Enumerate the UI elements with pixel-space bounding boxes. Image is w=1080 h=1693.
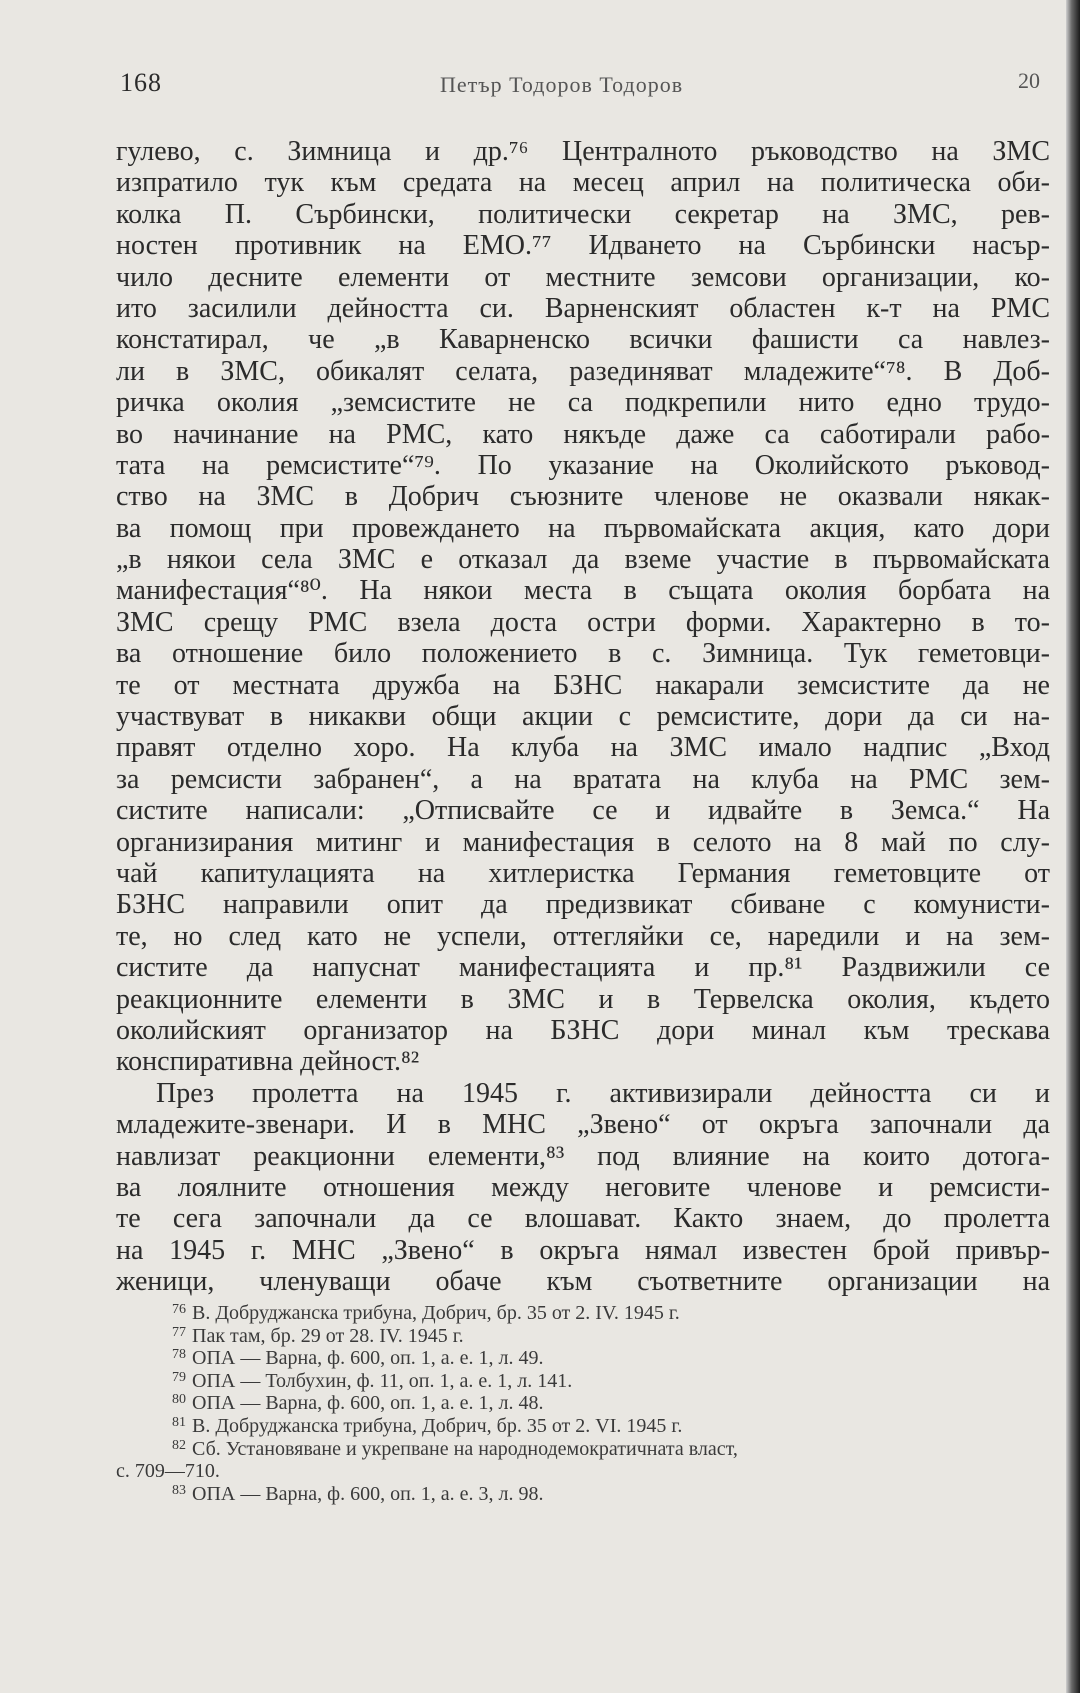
text-line: ричка околия „земсистите не са подкрепили нито едно трудо- [116,387,1050,419]
footnote-text: ОПА — Варна, ф. 600, оп. 1, а. е. 3, л. 98. [192,1482,544,1505]
text-line: „в някои села ЗМС е отказал да вземе участие в първомайската [116,544,1050,576]
footnote [116,1483,1050,1506]
text-line: чай капитулацията на хитлеристка Германия геметовците от [116,857,1050,889]
printer-signature: 20 [1018,68,1040,93]
text-line: конспиративна дейност.⁸² [116,1046,420,1078]
text-line: женици, членуващи обаче към съответните организации на [116,1266,1050,1298]
text-line: чило десните елементи от местните земсови организации, ко- [116,261,1050,293]
text-line: реакционните елементи в ЗМС и в Тервелска околия, където [116,983,1050,1015]
footnote [116,1302,1050,1325]
footnote [116,1438,1050,1461]
footnote-number: 76 [172,1302,186,1317]
footnote-text: ОПА — Толбухин, ф. 11, оп. 1, а. е. 1, л. 141. [192,1369,573,1392]
footnote [116,1415,1050,1438]
text-line: околийският организатор на БЗНС дори минал към трескава [116,1014,1050,1046]
footnote-number: 79 [172,1369,186,1385]
text-line: гулево, с. Зимница и др.⁷⁶ Централното ръководство на ЗМС [116,136,1050,167]
footnote-text: В. Добруджанска трибуна, Добрич, бр. 35 от 2. VI. 1945 г. [192,1414,683,1437]
footnote-text: ОПА — Варна, ф. 600, оп. 1, а. е. 1, л. 48. [192,1392,544,1415]
text-line: систите да напуснат манифестацията и пр.⁸¹ Раздвижили се [116,952,1050,984]
text-line: През пролетта на 1945 г. активизирали дейността си и [156,1077,1050,1109]
text-line: систите написали: „Отписвайте се и идвайте в Земса.“ На [116,795,1050,827]
footnote-number: 81 [172,1414,186,1430]
page-edge [1066,0,1080,1693]
text-line: колка П. Сърбински, политически секретар на ЗМС, рев- [116,198,1050,230]
text-line: во начинание на РМС, като някъде даже са саботирали рабо- [116,418,1050,450]
text-line: ито засилили дейността си. Варненският областен к-т на РМС [116,292,1050,324]
text-line: констатирал, че „в Каварненско всички фашисти са навлез- [116,324,1050,356]
page-number: 168 [120,68,162,97]
running-head [120,68,1040,108]
footnote-text: В. Добруджанска трибуна, Добрич, бр. 35 от 2. IV. 1945 г. [192,1302,680,1324]
footnote-number: 80 [172,1392,186,1408]
footnote-continuation: с. 709—710. [116,1460,220,1483]
text-line: те сега започнали да се влошават. Както знаем, до пролетта [116,1203,1050,1235]
text-line: БЗНС направили опит да предизвикат сбиване с комунисти- [116,889,1050,921]
footnote-text: ОПА — Варна, ф. 600, оп. 1, а. е. 1, л. 49. [192,1347,544,1370]
footnote-text: Сб. Установяване и укрепване на народнодемократичната власт, [192,1437,738,1460]
running-head-author: Петър Тодоров Тодоров [440,72,684,97]
text-line: изпратило тук към средата на месец април на политическа оби- [116,167,1050,199]
text-line: тата на ремсистите“⁷⁹. По указание на Околийското ръковод- [116,449,1050,481]
text-line: участвуват в никакви общи акции с ремсистите, дори да си на- [116,701,1050,733]
footnote [116,1392,1050,1415]
body-text [116,136,1050,1297]
text-line: за ремсисти забранен“, а на вратата на клуба на РМС зем- [116,763,1050,795]
text-line: те от местната дружба на БЗНС накарали земсистите да не [116,669,1050,701]
text-line: ЗМС срещу РМС взела доста остри форми. Характерно в то- [116,606,1050,638]
text-line: ва отношение било положението в с. Зимница. Тук геметовци- [116,638,1050,670]
text-line: на 1945 г. МНС „Звено“ в окръга нямал известен брой привър- [116,1234,1050,1266]
footnote [116,1370,1050,1393]
footnote [116,1347,1050,1370]
text-line: те, но след като не успели, оттегляйки се, наредили и на зем- [116,920,1050,952]
text-line: правят отделно хоро. На клуба на ЗМС имало надпис „Вход [116,732,1050,764]
footnote-number: 77 [172,1324,186,1340]
footnote [116,1325,1050,1348]
text-line: организирания митинг и манифестация в селото на 8 май по слу- [116,826,1050,858]
text-line: младежите-звенари. И в МНС „Звено“ от окръга започнали да [116,1109,1050,1141]
footnotes [116,1302,1050,1505]
text-line: ва лоялните отношения между неговите членове и ремсисти- [116,1171,1050,1203]
text-line: ва помощ при провеждането на първомайската акция, като дори [116,512,1050,544]
text-line: ностен противник на ЕМО.⁷⁷ Идването на Сърбински насър- [116,230,1050,262]
footnote-text: Пак там, бр. 29 от 28. IV. 1945 г. [192,1324,464,1347]
footnote-number: 78 [172,1347,186,1363]
text-line: ли в ЗМС, обикалят селата, разединяват младежите“⁷⁸. В Доб- [116,355,1050,387]
footnote-number: 83 [172,1482,186,1498]
text-line: ство на ЗМС в Добрич съюзните членове не оказвали някак- [116,481,1050,513]
text-line: навлизат реакционни елементи,⁸³ под влияние на които дотога- [116,1140,1050,1172]
footnote-number: 82 [172,1437,186,1453]
text-line: манифестация“⁸⁰. На някои места в същата околия борбата на [116,575,1050,607]
